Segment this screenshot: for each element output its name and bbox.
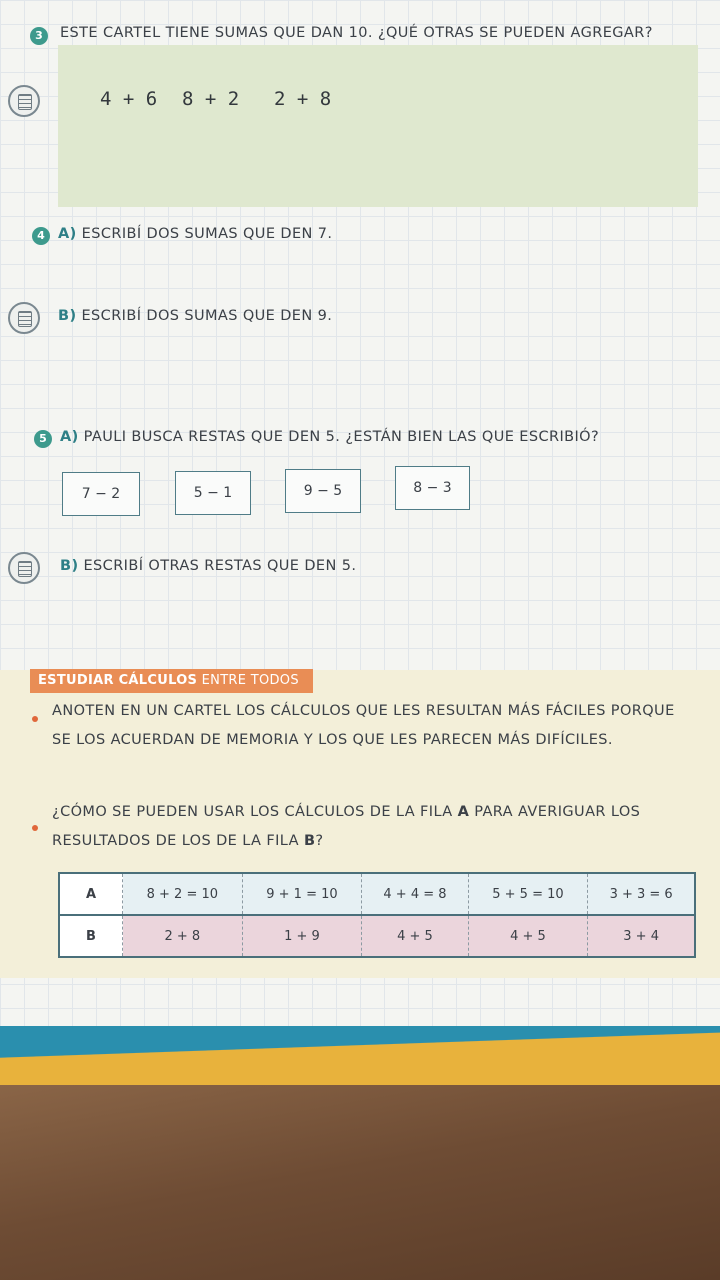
question-5b-label: B) — [60, 558, 79, 574]
question-5a — [60, 429, 599, 445]
subtraction-card: 7 − 2 — [62, 472, 140, 516]
table-cell: 2 + 8 — [123, 915, 243, 957]
table-cell: 3 + 4 — [588, 915, 695, 957]
table-cell: 8 + 2 = 10 — [123, 873, 243, 915]
question-3-text: ESTE CARTEL TIENE SUMAS QUE DAN 10. ¿QUÉ OTRAS SE PUEDEN AGREGAR? — [60, 25, 653, 41]
table-cell: 9 + 1 = 10 — [242, 873, 362, 915]
subtraction-card: 5 − 1 — [175, 471, 251, 515]
subtraction-card: 9 − 5 — [285, 469, 361, 513]
bullet-dot — [32, 825, 38, 831]
row-b-header: B — [59, 915, 123, 957]
table-cell: 4 + 4 = 8 — [362, 873, 468, 915]
study-bullet-2-part3: ? — [315, 833, 324, 849]
table-cell: 1 + 9 — [242, 915, 362, 957]
subtraction-card: 8 − 3 — [395, 466, 470, 510]
sums-poster — [58, 45, 698, 207]
poster-sum: 2 + 8 — [274, 88, 332, 110]
question-4b — [58, 308, 332, 324]
question-3-number: 3 — [30, 27, 48, 45]
question-4a-text: ESCRIBÍ DOS SUMAS QUE DEN 7. — [81, 226, 333, 242]
question-4b-label: B) — [58, 308, 77, 324]
poster-sum: 8 + 2 — [182, 88, 240, 110]
question-4b-text: ESCRIBÍ DOS SUMAS QUE DEN 9. — [81, 308, 333, 324]
calculator-icon — [8, 302, 40, 334]
table-cell: 3 + 3 = 6 — [588, 873, 695, 915]
table-cell: 5 + 5 = 10 — [468, 873, 588, 915]
calculations-table — [58, 872, 696, 958]
row-a-ref: A — [457, 804, 470, 820]
row-a-header: A — [59, 873, 123, 915]
question-5a-label: A) — [60, 429, 79, 445]
question-5b-text: ESCRIBÍ OTRAS RESTAS QUE DEN 5. — [83, 558, 357, 574]
study-label-bold: ESTUDIAR CÁLCULOS — [38, 673, 198, 688]
table-cell: 4 + 5 — [362, 915, 468, 957]
wooden-desk-background — [0, 1085, 720, 1280]
decorative-wave-stripe — [0, 1026, 720, 1058]
question-4a — [58, 226, 332, 242]
table-row-b — [59, 915, 695, 957]
study-bullet-2-part2: PARA AVERIGUAR LOS RESULTADOS DE LOS DE LA FILA — [52, 804, 641, 849]
poster-sum: 4 + 6 — [100, 88, 158, 110]
question-4-number: 4 — [32, 227, 50, 245]
study-label-rest: ENTRE TODOS — [201, 673, 299, 688]
table-row-a — [59, 873, 695, 915]
calculator-icon — [8, 85, 40, 117]
question-5b — [60, 558, 356, 574]
question-5a-text: PAULI BUSCA RESTAS QUE DEN 5. ¿ESTÁN BIEN LAS QUE ESCRIBIÓ? — [83, 429, 600, 445]
decorative-yellow-stripe — [0, 1058, 720, 1085]
calculator-icon — [8, 552, 40, 584]
study-bullet-1: ANOTEN EN UN CARTEL LOS CÁLCULOS QUE LES RESULTAN MÁS FÁCILES PORQUE SE LOS ACUERDAN DE MEMORIA Y LOS QUE LES PARECEN MÁS DIFÍCILES. — [52, 703, 675, 748]
study-bullet-2-part1: ¿CÓMO SE PUEDEN USAR LOS CÁLCULOS DE LA FILA — [52, 804, 458, 820]
study-section-label — [30, 669, 313, 693]
question-5-number: 5 — [34, 430, 52, 448]
study-bullet-2 — [52, 798, 702, 856]
table-cell: 4 + 5 — [468, 915, 588, 957]
question-4a-label: A) — [58, 226, 77, 242]
row-b-ref: B — [303, 833, 316, 849]
bullet-dot — [32, 716, 38, 722]
